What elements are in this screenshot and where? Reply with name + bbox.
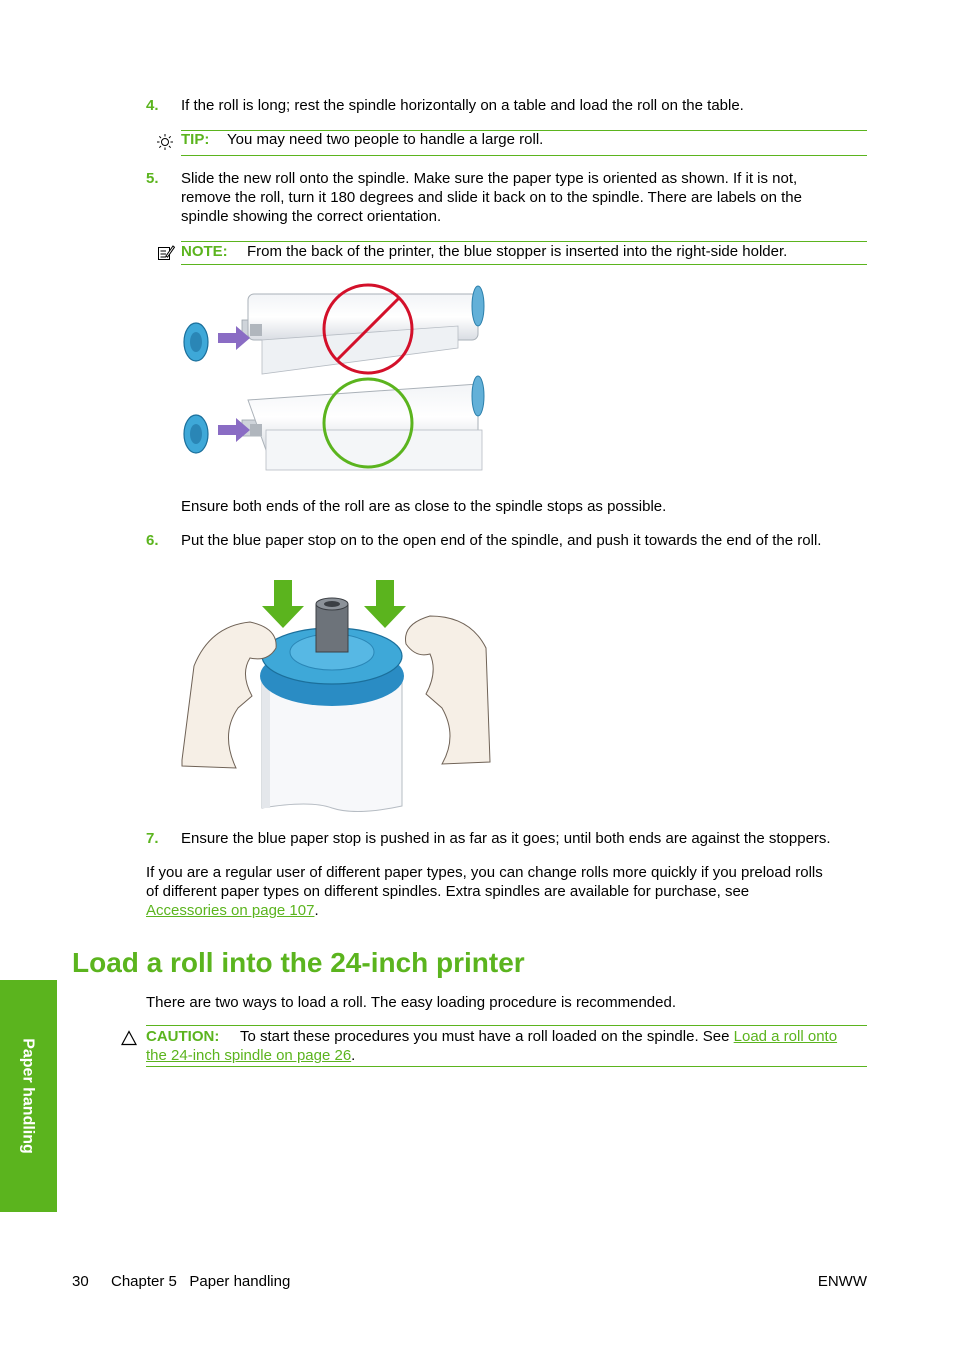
step-text: Ensure the blue paper stop is pushed in as far as it goes; until both ends are against the stoppers. [181, 830, 831, 847]
step-text-line: spindle showing the correct orientation. [181, 208, 442, 225]
section-intro: There are two ways to load a roll. The easy loading procedure is recommended. [146, 994, 677, 1011]
caution-bottom-rule [146, 1066, 867, 1067]
step-number: 4. [146, 97, 159, 114]
footer-right: ENWW [817, 1273, 867, 1290]
note-text: From the back of the printer, the blue stopper is inserted into the right-side holder. [247, 243, 788, 260]
paragraph-line: If you are a regular user of different paper types, you can change rolls more quickly if you preload rolls [146, 864, 823, 881]
step-text-line: Slide the new roll onto the spindle. Make sure the paper type is oriented as shown. If it is not, [181, 170, 798, 187]
correct-roll [242, 376, 484, 470]
footer-chapter: Chapter 5 Paper handling [111, 1273, 291, 1290]
step-number: 6. [146, 532, 159, 549]
stopper-top [184, 323, 208, 361]
paragraph-line: of different paper types on different spindles. Extra spindles are available for purchase, see [146, 883, 750, 900]
step-text: Put the blue paper stop on to the open end of the spindle, and push it towards the end of the roll. [181, 532, 822, 549]
tip-bottom-rule [181, 155, 867, 156]
tip-label: TIP: [181, 131, 210, 148]
caution-text: To start these procedures you must have a roll loaded on the spindle. See Load a roll onto [240, 1028, 838, 1045]
step-number: 7. [146, 830, 159, 847]
accessories-link[interactable]: Accessories on page 107 [146, 902, 315, 919]
caution-label: CAUTION: [146, 1028, 220, 1045]
arrow-down-icon [364, 580, 406, 628]
tip-text: You may need two people to handle a large roll. [227, 131, 544, 148]
section-title: Load a roll into the 24-inch printer [72, 947, 525, 978]
caution-text-line2: the 24-inch spindle on page 26. [146, 1047, 356, 1064]
caution-top-rule [146, 1025, 867, 1026]
step-text: If the roll is long; rest the spindle horizontally on a table and load the roll on the table. [181, 97, 744, 114]
arrow-down-icon [262, 580, 304, 628]
stopper-bottom [184, 415, 208, 453]
load-roll-link-continued[interactable]: the 24-inch spindle on page 26 [146, 1047, 352, 1064]
page-number: 30 [72, 1273, 89, 1290]
paragraph-last-line: Accessories on page 107. [146, 902, 319, 919]
load-roll-link[interactable]: Load a roll onto [733, 1028, 838, 1045]
side-tab-label: Paper handling [19, 1038, 37, 1154]
note-bottom-rule [181, 264, 867, 265]
note-pencil-icon [157, 244, 175, 262]
caution-triangle-icon [121, 1030, 137, 1046]
step-text-line: remove the roll, turn it 180 degrees and slide it back on to the spindle. There are labels on the [181, 189, 802, 206]
body-text: Ensure both ends of the roll are as close to the spindle stops as possible. [181, 498, 667, 515]
incorrect-roll [242, 286, 484, 374]
right-hand [406, 616, 491, 764]
step-number: 5. [146, 170, 159, 187]
roll-orientation-illustration [178, 280, 490, 472]
lightbulb-icon [156, 133, 174, 151]
paper-stop-illustration [180, 578, 492, 812]
note-label: NOTE: [181, 243, 228, 260]
